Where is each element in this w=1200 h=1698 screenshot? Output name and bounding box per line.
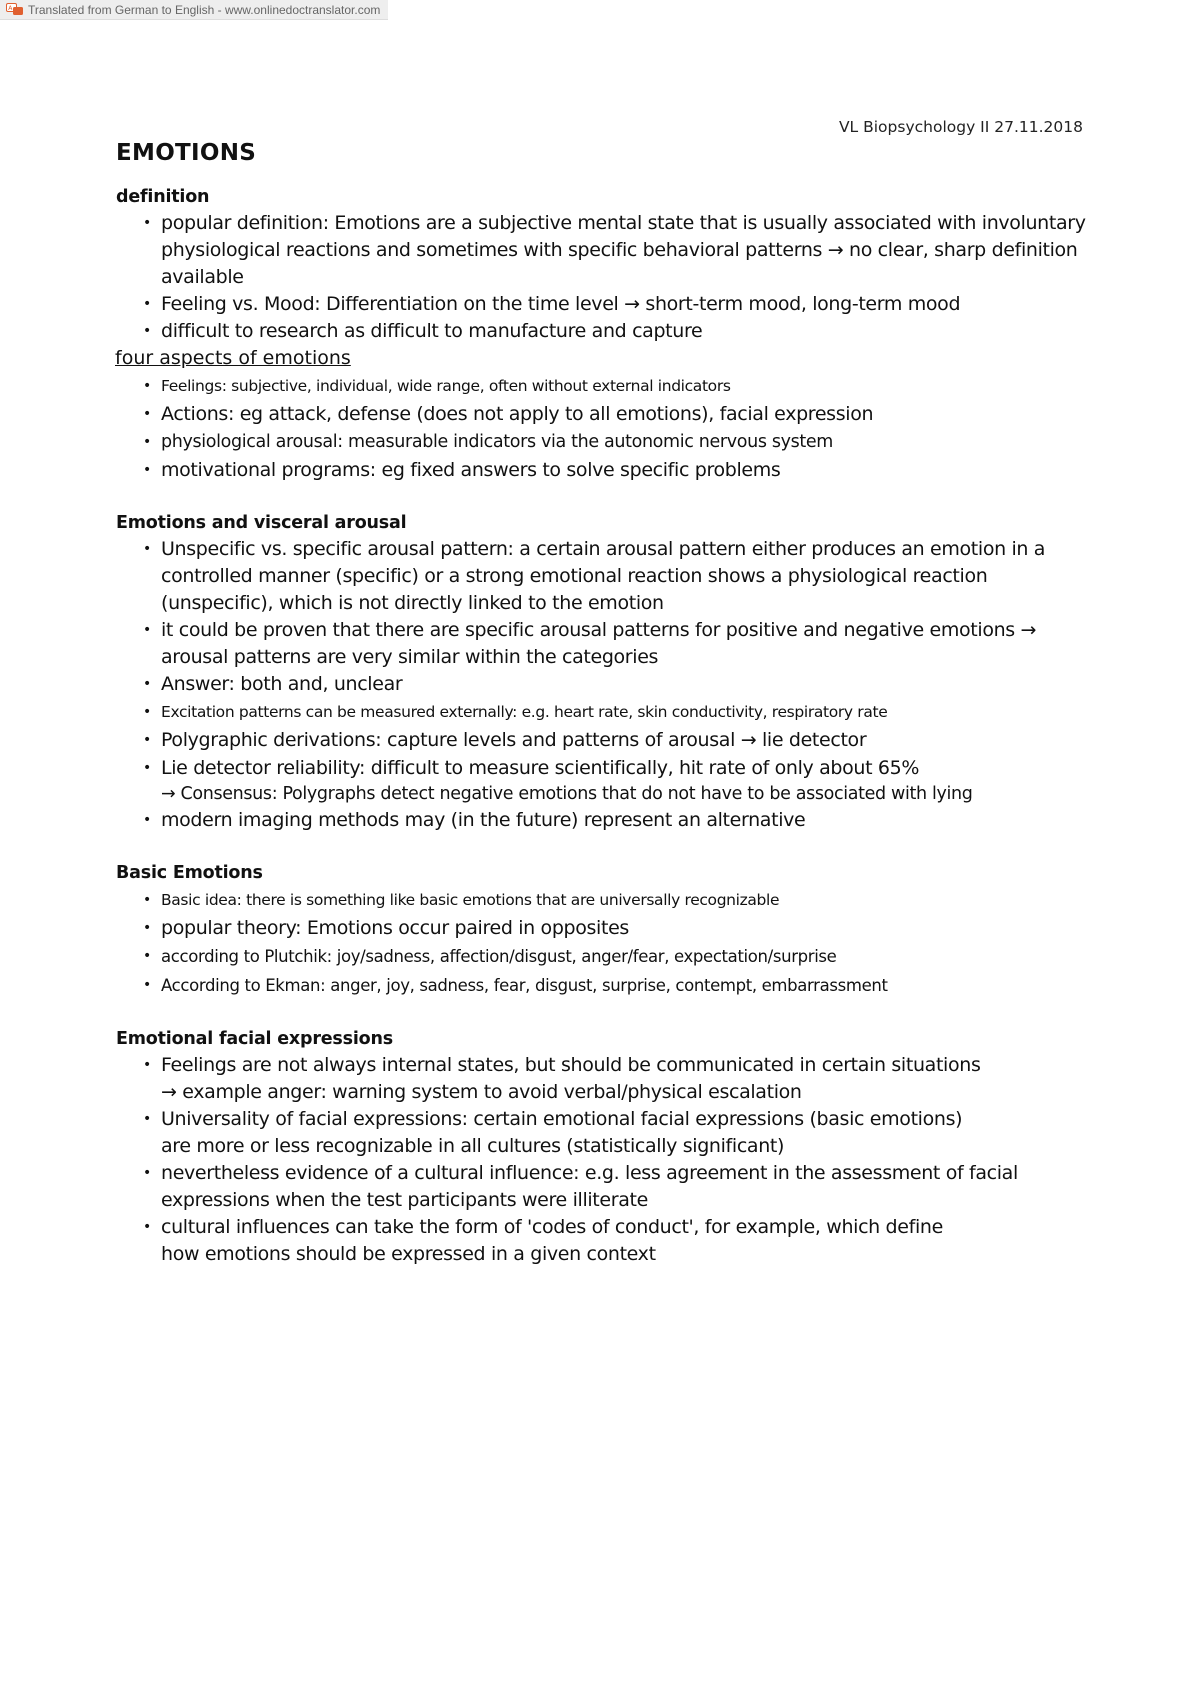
subheading-four-aspects: four aspects of emotions — [115, 347, 351, 369]
course-date: VL Biopsychology II 27.11.2018 — [838, 118, 1083, 136]
list-item-continuation: how emotions should be expressed in a given context — [161, 1243, 656, 1265]
list-item: • physiological arousal: measurable indicators via the autonomic nervous system — [161, 428, 1096, 457]
list-item: • according to Plutchik: joy/sadness, affection/disgust, anger/fear, expectation/surprise — [161, 942, 1096, 971]
list-item: • Polygraphic derivations: capture levels and patterns of arousal → lie detector — [161, 727, 1096, 754]
list-item: • According to Ekman: anger, joy, sadness, fear, disgust, surprise, contempt, embarrassment — [161, 971, 1096, 1000]
list-item: • Feeling vs. Mood: Differentiation on the time level → short-term mood, long-term mood — [161, 291, 1096, 318]
facial-list — [116, 1052, 1096, 1268]
visceral-list — [116, 536, 1096, 834]
list-item-continuation: → Consensus: Polygraphs detect negative emotions that do not have to be associated with lying — [161, 784, 973, 804]
translation-banner[interactable] — [0, 0, 388, 20]
list-item: • motivational programs: eg fixed answers to solve specific problems — [161, 457, 1096, 484]
list-item-continuation: → example anger: warning system to avoid verbal/physical escalation — [161, 1081, 802, 1103]
list-item: • Universality of facial expressions: certain emotional facial expressions (basic emotions) — [161, 1106, 1096, 1133]
list-item: • Excitation patterns can be measured externally: e.g. heart rate, skin conductivity, respiratory rate — [161, 698, 1096, 727]
list-item: • Unspecific vs. specific arousal pattern: a certain arousal pattern either produces an emotion in a controlled manner (specific) or a strong emotional reaction shows a physiological reaction (unspecific), which is not directly linked to the emotion — [161, 536, 1096, 617]
list-item: • modern imaging methods may (in the future) represent an alternative — [161, 807, 1096, 834]
section-heading-definition: definition — [116, 187, 210, 207]
list-item: • difficult to research as difficult to manufacture and capture — [161, 318, 1096, 345]
document-body — [116, 140, 1096, 1268]
list-item: • Feelings are not always internal states, but should be communicated in certain situations — [161, 1052, 1096, 1079]
definition-list — [116, 210, 1096, 345]
list-item: • it could be proven that there are specific arousal patterns for positive and negative emotions → arousal patterns are very similar within the categories — [161, 617, 1096, 671]
section-heading-basic: Basic Emotions — [116, 863, 263, 883]
list-item: • Basic idea: there is something like basic emotions that are universally recognizable — [161, 886, 1096, 915]
list-item: • Answer: both and, unclear — [161, 671, 1096, 698]
section-spacer — [116, 484, 1096, 510]
svg-text:A: A — [8, 5, 13, 12]
list-item: • Lie detector reliability: difficult to measure scientifically, hit rate of only about 65% — [161, 754, 1096, 782]
list-item: • cultural influences can take the form of 'codes of conduct', for example, which define — [161, 1214, 1096, 1241]
section-heading-facial: Emotional facial expressions — [116, 1029, 393, 1049]
list-item: • popular theory: Emotions occur paired in opposites — [161, 915, 1096, 942]
section-spacer — [116, 1000, 1096, 1026]
list-item: • popular definition: Emotions are a subjective mental state that is usually associated with involuntary physiological reactions and sometimes with specific behavioral patterns → no clear, sharp definition available — [161, 210, 1096, 291]
list-item: • Actions: eg attack, defense (does not apply to all emotions), facial expression — [161, 401, 1096, 428]
section-spacer — [116, 834, 1096, 860]
list-item-continuation: are more or less recognizable in all cultures (statistically significant) — [161, 1135, 785, 1157]
list-item: • nevertheless evidence of a cultural influence: e.g. less agreement in the assessment of facial expressions when the test participants were illiterate — [161, 1160, 1096, 1214]
translate-icon — [6, 3, 24, 16]
banner-text: Translated from German to English - www.onlinedoctranslator.com — [28, 2, 381, 17]
page-title: EMOTIONS — [116, 140, 257, 166]
section-heading-visceral: Emotions and visceral arousal — [116, 513, 407, 533]
aspects-list — [116, 372, 1096, 484]
list-item: • Feelings: subjective, individual, wide range, often without external indicators — [161, 372, 1096, 401]
basic-list — [116, 886, 1096, 1000]
